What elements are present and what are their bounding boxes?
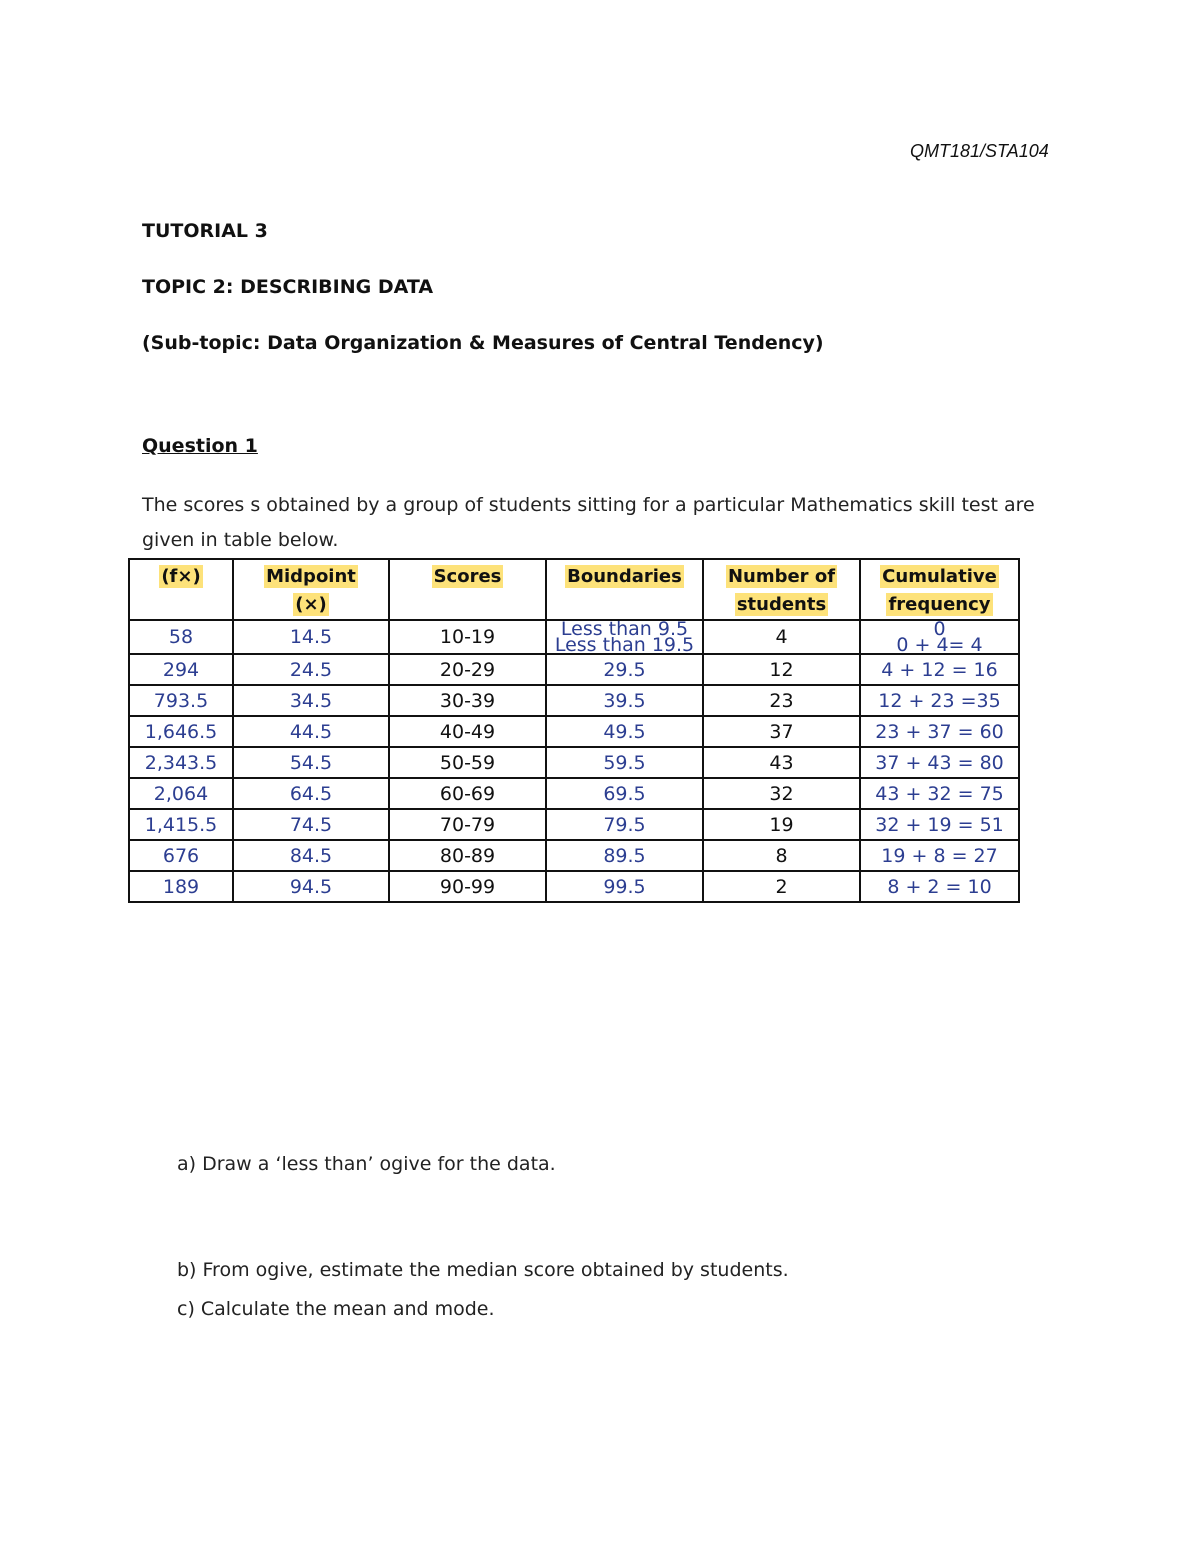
cell-fx: 294 — [129, 654, 233, 685]
tutorial-title: TUTORIAL 3 — [142, 220, 268, 242]
cell-scores: 90-99 — [389, 871, 546, 902]
cell-cumulative-line: 12 + 23 =35 — [878, 689, 1001, 712]
part-c: c) Calculate the mean and mode. — [177, 1298, 495, 1320]
header-midpoint-label: (×) — [295, 594, 327, 615]
question-intro: The scores s obtained by a group of students sitting for a particular Mathematics skill test are given in table below. — [142, 494, 1035, 551]
cell-fx: 58 — [129, 620, 233, 654]
cell-boundary-line: 99.5 — [603, 875, 646, 898]
header-midpoint — [233, 559, 389, 620]
table-row — [129, 747, 1019, 778]
cell-cumulative — [860, 620, 1019, 654]
header-fx — [129, 559, 233, 620]
cell-cumulative-line: 37 + 43 = 80 — [875, 751, 1004, 774]
part-b: b) From ogive, estimate the median score obtained by students. — [177, 1259, 789, 1281]
cell-boundary-line: 89.5 — [603, 844, 646, 867]
cell-cumulative — [860, 871, 1019, 902]
cell-fx: 2,064 — [129, 778, 233, 809]
cell-students: 37 — [703, 716, 860, 747]
frequency-table — [128, 558, 1020, 903]
table-row — [129, 778, 1019, 809]
header-cumulative-frequency — [860, 559, 1019, 620]
table-row — [129, 840, 1019, 871]
cell-fx: 793.5 — [129, 685, 233, 716]
cell-midpoint: 74.5 — [233, 809, 389, 840]
header-midpoint-label: Midpoint — [266, 566, 356, 587]
cell-fx: 1,415.5 — [129, 809, 233, 840]
header-boundaries-label: Boundaries — [567, 566, 682, 587]
cell-cumulative-line: 32 + 19 = 51 — [875, 813, 1004, 836]
header-scores — [389, 559, 546, 620]
cell-cumulative — [860, 685, 1019, 716]
cell-boundary — [546, 809, 703, 840]
topic-title: TOPIC 2: DESCRIBING DATA — [142, 276, 434, 298]
header-fx-label: (f×) — [161, 566, 201, 587]
cell-boundary — [546, 716, 703, 747]
cell-boundary — [546, 840, 703, 871]
cell-boundary-line: 59.5 — [603, 751, 646, 774]
cell-midpoint: 54.5 — [233, 747, 389, 778]
header-boundaries — [546, 559, 703, 620]
table-row — [129, 871, 1019, 902]
cell-boundary-line: Less than 19.5 — [554, 634, 695, 656]
cell-midpoint: 44.5 — [233, 716, 389, 747]
subtopic-title: (Sub-topic: Data Organization & Measures of Central Tendency) — [142, 332, 824, 354]
cell-midpoint: 14.5 — [233, 620, 389, 654]
header-number-of-students-label: Number of — [727, 566, 836, 587]
cell-scores: 70-79 — [389, 809, 546, 840]
cell-cumulative-line: 0 — [933, 618, 946, 640]
cell-cumulative-line: 23 + 37 = 60 — [875, 720, 1004, 743]
header-number-of-students-label: students — [736, 594, 827, 615]
cell-boundary-line: 49.5 — [603, 720, 646, 743]
cell-students: 43 — [703, 747, 860, 778]
cell-boundary-line: 29.5 — [603, 658, 646, 681]
cell-students: 8 — [703, 840, 860, 871]
part-a: a) Draw a ‘less than’ ogive for the data. — [177, 1153, 556, 1175]
cell-scores: 30-39 — [389, 685, 546, 716]
table-row — [129, 620, 1019, 654]
cell-midpoint: 34.5 — [233, 685, 389, 716]
cell-boundary-line: Less than 9.5 — [560, 618, 689, 640]
cell-boundary — [546, 685, 703, 716]
table-header-row — [129, 559, 1019, 620]
header-cumulative-frequency-label: Cumulative — [882, 566, 997, 587]
cell-cumulative-line: 19 + 8 = 27 — [881, 844, 998, 867]
cell-fx: 1,646.5 — [129, 716, 233, 747]
cell-boundary — [546, 871, 703, 902]
cell-fx: 676 — [129, 840, 233, 871]
cell-fx: 2,343.5 — [129, 747, 233, 778]
cell-boundary — [546, 654, 703, 685]
cell-cumulative — [860, 716, 1019, 747]
cell-midpoint: 64.5 — [233, 778, 389, 809]
cell-boundary-line: 39.5 — [603, 689, 646, 712]
cell-cumulative — [860, 778, 1019, 809]
cell-students: 4 — [703, 620, 860, 654]
cell-students: 19 — [703, 809, 860, 840]
cell-fx: 189 — [129, 871, 233, 902]
cell-boundary — [546, 620, 703, 654]
cell-midpoint: 84.5 — [233, 840, 389, 871]
header-cumulative-frequency-label: frequency — [888, 594, 991, 615]
cell-scores: 60-69 — [389, 778, 546, 809]
cell-midpoint: 94.5 — [233, 871, 389, 902]
cell-boundary-line: 69.5 — [603, 782, 646, 805]
cell-boundary — [546, 778, 703, 809]
cell-students: 12 — [703, 654, 860, 685]
cell-boundary-line: 79.5 — [603, 813, 646, 836]
cell-cumulative-line: 0 + 4= 4 — [896, 634, 983, 656]
header-scores-label: Scores — [433, 566, 502, 587]
table-row — [129, 685, 1019, 716]
cell-scores: 40-49 — [389, 716, 546, 747]
cell-students: 23 — [703, 685, 860, 716]
cell-scores: 80-89 — [389, 840, 546, 871]
cell-cumulative-line: 4 + 12 = 16 — [881, 658, 998, 681]
table-row — [129, 809, 1019, 840]
cell-cumulative — [860, 840, 1019, 871]
cell-scores: 10-19 — [389, 620, 546, 654]
cell-cumulative — [860, 809, 1019, 840]
cell-students: 32 — [703, 778, 860, 809]
table-row — [129, 716, 1019, 747]
cell-scores: 20-29 — [389, 654, 546, 685]
header-number-of-students — [703, 559, 860, 620]
course-code: QMT181/STA104 — [910, 141, 1049, 161]
cell-cumulative — [860, 654, 1019, 685]
cell-cumulative-line: 8 + 2 = 10 — [887, 875, 992, 898]
table-body — [129, 620, 1019, 902]
table-row — [129, 654, 1019, 685]
cell-cumulative — [860, 747, 1019, 778]
cell-midpoint: 24.5 — [233, 654, 389, 685]
cell-scores: 50-59 — [389, 747, 546, 778]
cell-boundary — [546, 747, 703, 778]
cell-students: 2 — [703, 871, 860, 902]
cell-cumulative-line: 43 + 32 = 75 — [875, 782, 1004, 805]
question-title: Question 1 — [142, 435, 258, 457]
